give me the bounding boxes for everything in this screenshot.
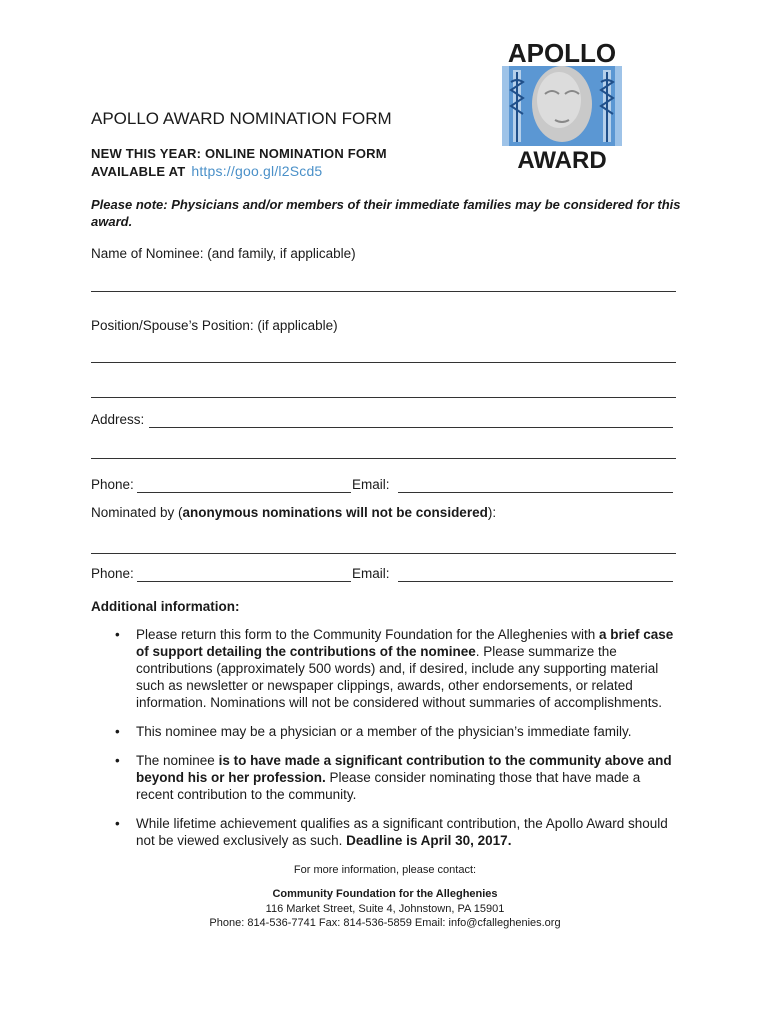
nominated-by-label (91, 505, 496, 520)
bullet-4-text: While lifetime achievement qualifies as a significant contribution, the Apollo Award should not be viewed exclusively as such. (136, 816, 668, 848)
nominator-phone-label: Phone: (91, 566, 134, 581)
position-field-2[interactable] (91, 397, 676, 398)
additional-info-heading: Additional information: (91, 599, 240, 614)
position-label: Position/Spouse’s Position: (if applicable) (91, 318, 338, 333)
address-field-2[interactable] (91, 458, 676, 459)
bullet-3-text-end: Please consider nominating those that have made a recent contribution to the community. (136, 770, 641, 802)
bullet-icon: • (115, 753, 120, 768)
bullet-icon: • (115, 627, 120, 642)
list-item (91, 723, 681, 740)
list-item (91, 815, 681, 849)
logo-top-text: APOLLO (507, 42, 617, 68)
nominator-email-field[interactable] (398, 581, 673, 582)
apollo-award-logo (497, 42, 627, 172)
phone-label: Phone: (91, 477, 134, 492)
nominee-name-label: Name of Nominee: (and family, if applicable) (91, 246, 356, 261)
bullet-2-text: This nominee may be a physician or a member of the physician’s immediate family. (136, 724, 632, 739)
nominated-by-warning: anonymous nominations will not be considered (182, 505, 488, 520)
email-field[interactable] (398, 492, 673, 493)
phone-field[interactable] (137, 492, 351, 493)
logo-bottom-text: AWARD (517, 147, 607, 172)
nominated-by-field[interactable] (91, 553, 676, 554)
bullet-1-text: Please return this form to the Community Foundation for the Alleghenies with (136, 627, 599, 642)
available-at-line (91, 163, 322, 179)
list-item (91, 626, 681, 711)
available-at-label: AVAILABLE AT (91, 164, 186, 179)
address-label: Address: (91, 412, 145, 427)
online-form-notice: NEW THIS YEAR: ONLINE NOMINATION FORM (91, 146, 387, 161)
bullet-3-text: The nominee (136, 753, 219, 768)
position-field-1[interactable] (91, 362, 676, 363)
bullet-1-bold: a brief case of support detailing the contributions of the nominee (136, 627, 674, 659)
address-field-1[interactable] (149, 427, 673, 428)
list-item (91, 752, 681, 803)
org-name: Community Foundation for the Alleghenies (272, 888, 498, 900)
contact-intro: For more information, please contact: (293, 864, 477, 876)
nominated-by-suffix: ): (487, 505, 497, 520)
bullet-3-bold: is to have made a significant contribution to the community above and beyond his or her profession. (136, 753, 672, 785)
org-contact-line: Phone: 814-536-7741 Fax: 814-536-5859 Email: info@cfalleghenies.org (209, 917, 561, 929)
bullet-1-text-end: . Please summarize the contributions (approximately 500 words) and, if desired, include any supporting material such as newsletter or newspaper clippings, awards, other endorsements, or related information. Nominations will not be considered without summaries of accomplishments. (136, 644, 662, 710)
bullet-icon: • (115, 816, 120, 831)
page-title: APOLLO AWARD NOMINATION FORM (91, 109, 392, 128)
email-label: Email: (352, 477, 390, 492)
bullet-icon: • (115, 724, 120, 739)
deadline-text: Deadline is April 30, 2017. (346, 833, 512, 848)
additional-info-list (91, 626, 681, 861)
nominator-phone-field[interactable] (137, 581, 351, 582)
nominee-name-field[interactable] (91, 291, 676, 292)
nominated-by-prefix: Nominated by ( (91, 505, 183, 520)
online-form-link[interactable]: https://goo.gl/l2Scd5 (191, 163, 323, 179)
nominator-email-label: Email: (352, 566, 390, 581)
org-address: 116 Market Street, Suite 4, Johnstown, PA 15901 (265, 903, 505, 915)
eligibility-note: Please note: Physicians and/or members of their immediate families may be considered for this award. (91, 197, 681, 229)
